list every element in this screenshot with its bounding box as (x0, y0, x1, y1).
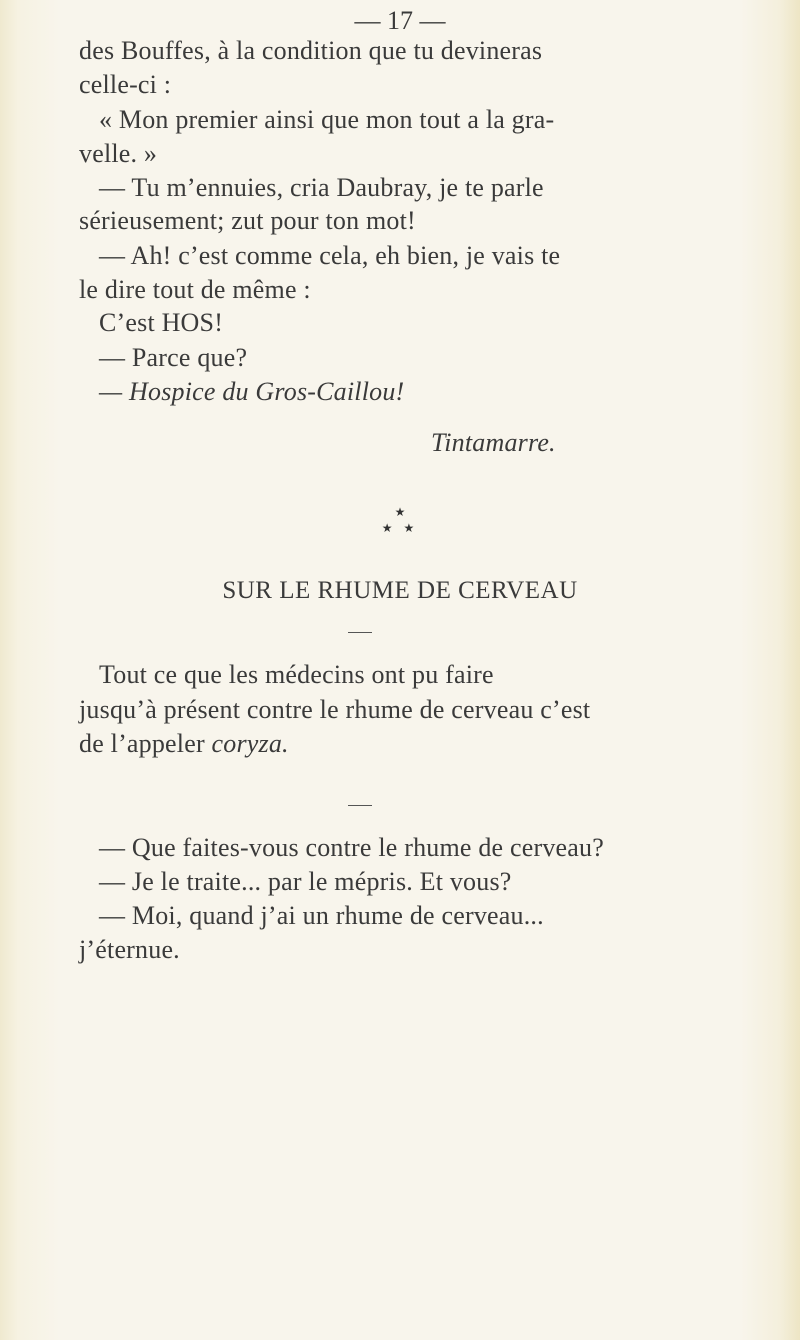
text-line: sérieusement; zut pour ton mot! (79, 206, 416, 235)
short-rule (348, 805, 372, 806)
text-line: — Ah! c’est comme cela, eh bien, je vais te (99, 241, 561, 270)
text-line: C’est HOS! (99, 308, 224, 337)
text-line: le dire tout de même : (79, 275, 311, 304)
text-line: j’éternue. (79, 935, 180, 964)
text-fragment: de l’appeler (79, 729, 205, 758)
short-rule (348, 632, 372, 633)
text-line: — Que faites-vous contre le rhume de cerveau? (99, 833, 604, 862)
text-line (79, 728, 289, 760)
text-line: des Bouffes, à la condition que tu devineras (79, 36, 543, 65)
italic-line: — Hospice du Gros-Caillou! (99, 377, 405, 406)
text-line: — Je le traite... par le mépris. Et vous? (99, 867, 512, 896)
text-line: velle. » (79, 139, 158, 168)
text-line (99, 376, 404, 408)
text-line: — Tu m’ennuies, cria Daubray, je te parle (99, 173, 544, 202)
page-number: — 17 — (354, 6, 446, 35)
text-line: — Parce que? (99, 343, 248, 372)
text-line: « Mon premier ainsi que mon tout a la gra- (99, 105, 555, 134)
italic-word: coryza. (211, 729, 289, 758)
separator-star-top: ★ (394, 505, 406, 519)
section-title: SUR LE RHUME DE CERVEAU (222, 577, 578, 604)
source-attribution: Tintamarre. (431, 428, 556, 457)
text-line: Tout ce que les médecins ont pu faire (99, 660, 494, 689)
separator-star-bottom: ★ ★ (381, 521, 419, 535)
text-line: — Moi, quand j’ai un rhume de cerveau... (99, 901, 544, 930)
text-line: jusqu’à présent contre le rhume de cerveau c’est (79, 695, 591, 724)
text-line: celle-ci : (79, 70, 172, 99)
